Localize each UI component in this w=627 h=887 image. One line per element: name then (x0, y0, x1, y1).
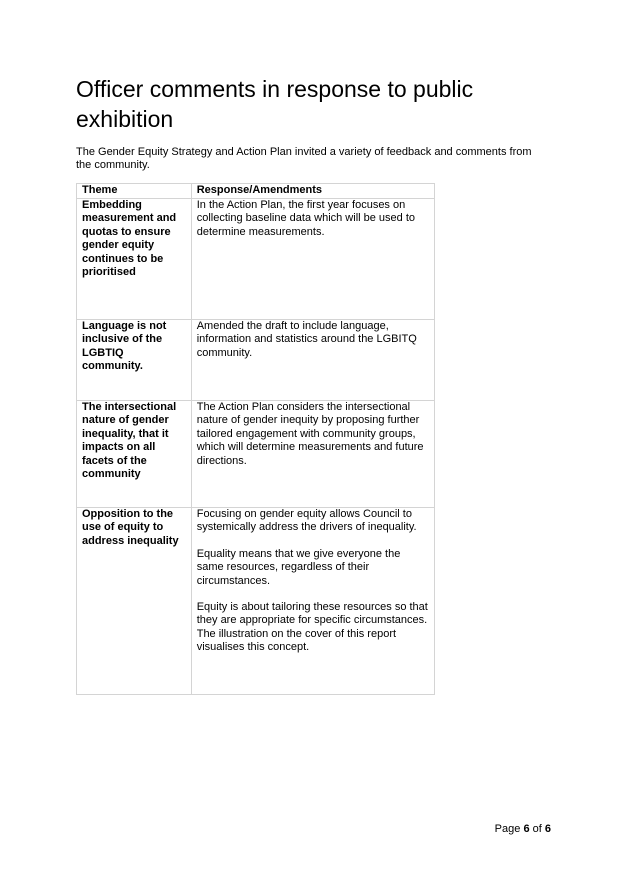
theme-cell: Language is not inclusive of the LGBTIQ community. (77, 320, 192, 401)
theme-cell: Embedding measurement and quotas to ensure gender equity continues to be prioritised (77, 199, 192, 320)
page-label: Page (494, 823, 521, 835)
page-title: Officer comments in response to public exhibition (76, 76, 474, 132)
page-number-footer (495, 823, 551, 836)
response-paragraph: Equity is about tailoring these resources so that they are appropriate for specific circumstances. The illustration on the cover of this report visualises this concept. (196, 601, 428, 654)
intro-paragraph: The Gender Equity Strategy and Action Plan invited a variety of feedback and comments from the community. (76, 146, 532, 171)
table-row (77, 320, 435, 401)
response-cell (191, 401, 434, 508)
total-page-number: 6 (544, 823, 551, 835)
table-row (77, 401, 435, 508)
response-column-header: Response/Amendments (191, 184, 434, 199)
current-page-number: 6 (523, 823, 530, 835)
response-paragraph: Amended the draft to include language, information and statistics around the LGBITQ community. (196, 320, 417, 359)
response-paragraph: The Action Plan considers the intersectional nature of gender inequity by proposing further tailored engagement with community groups, which will determine measurements and future directions. (196, 401, 424, 467)
response-paragraph: Equality means that we give everyone the same resources, regardless of their circumstances. (196, 547, 401, 587)
theme-cell: The intersectional nature of gender inequality, that it impacts on all facets of the community (77, 401, 192, 508)
theme-column-header: Theme (77, 184, 192, 199)
response-cell (191, 199, 434, 320)
of-label: of (532, 823, 542, 835)
response-cell (191, 508, 434, 695)
comments-table (76, 183, 435, 695)
theme-cell: Opposition to the use of equity to address inequality (77, 508, 192, 695)
table-row (77, 508, 435, 695)
table-header-row (77, 184, 435, 199)
table-row (77, 199, 435, 320)
response-cell (191, 320, 434, 401)
response-paragraph: In the Action Plan, the first year focuses on collecting baseline data which will be used to determine measurements. (196, 199, 416, 238)
response-paragraph: Focusing on gender equity allows Council to systemically address the drivers of inequality. (196, 508, 417, 534)
